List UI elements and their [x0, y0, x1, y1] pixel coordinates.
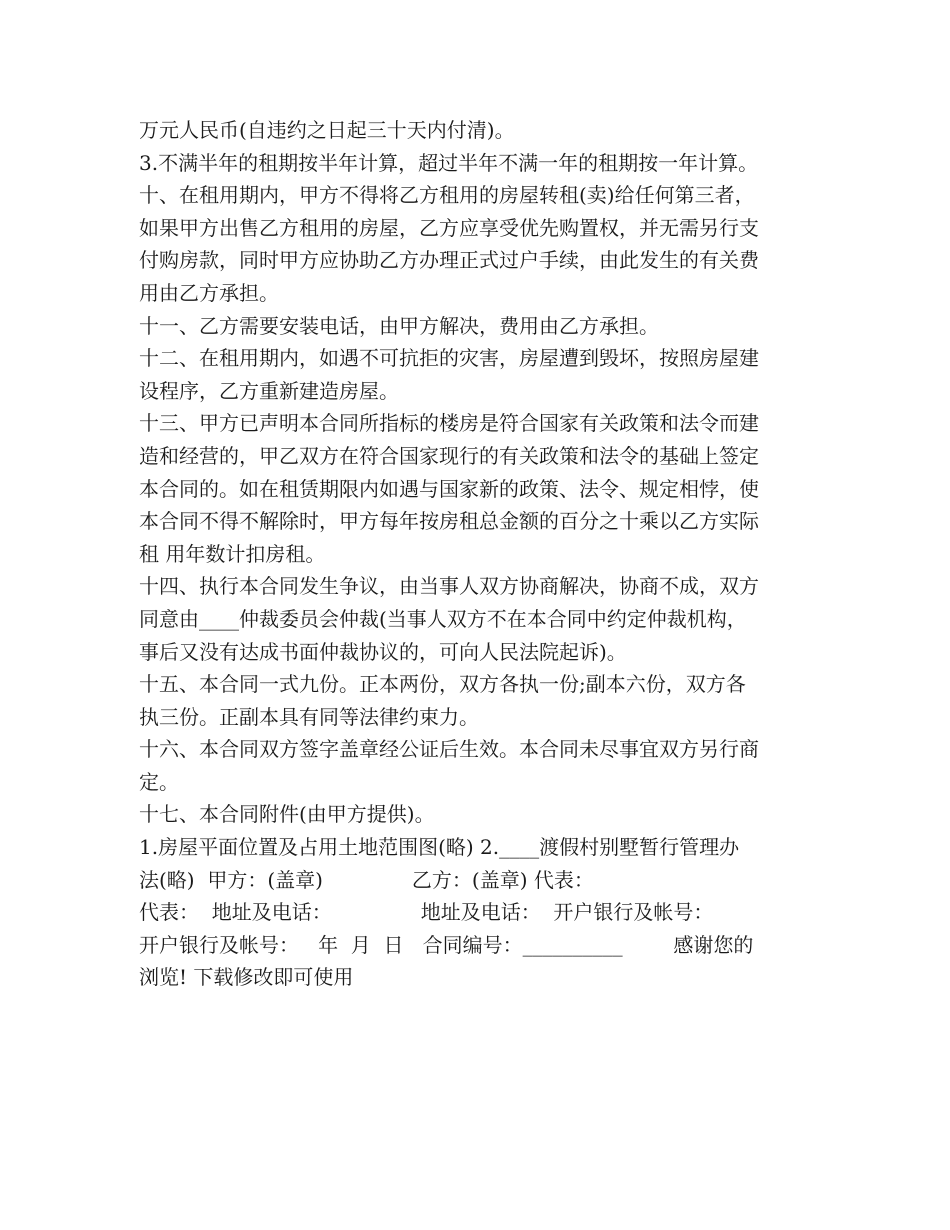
text-line: 用由乙方承担。: [139, 280, 279, 305]
text-line: 付购房款，同时甲方应协助乙方办理正式过户手续，由此发生的有关费: [139, 248, 759, 273]
text-line: 十六、本合同双方签字盖章经公证后生效。本合同未尽事宜双方另行商: [139, 737, 759, 762]
text-line: 开户银行及帐号： 年 月 日 合同编号：__________ 感谢您的: [139, 932, 754, 957]
text-line: 十二、在租用期内，如遇不可抗拒的灾害，房屋遭到毁坏，按照房屋建: [139, 346, 759, 371]
text-line: 设程序，乙方重新建造房屋。: [139, 378, 399, 403]
text-line: 十、在租用期内，甲方不得将乙方租用的房屋转租(卖)给任何第三者，: [139, 183, 755, 208]
text-line: 如果甲方出售乙方租用的房屋，乙方应享受优先购置权，并无需另行支: [139, 215, 759, 240]
text-line: 法(略) 甲方：(盖章) 乙方：(盖章) 代表：: [139, 867, 594, 892]
text-line: 3.不满半年的租期按半年计算，超过半年不满一年的租期按一年计算。: [139, 150, 759, 175]
text-line: 本合同不得不解除时，甲方每年按房租总金额的百分之十乘以乙方实际: [139, 509, 759, 534]
text-line: 本合同的。如在租赁期限内如遇与国家新的政策、法令、规定相悖，使: [139, 476, 759, 501]
contract-text: [139, 114, 819, 994]
text-line: 定。: [139, 769, 179, 794]
text-line: 十七、本合同附件(由甲方提供)。: [139, 802, 435, 827]
text-line: 十四、执行本合同发生争议，由当事人双方协商解决，协商不成，双方: [139, 574, 759, 599]
text-line: 浏览! 下载修改即可使用: [139, 965, 354, 990]
text-line: 执三份。正副本具有同等法律约束力。: [139, 704, 479, 729]
text-line: 租 用年数计扣房租。: [139, 541, 326, 566]
text-line: 代表： 地址及电话： 地址及电话： 开户银行及帐号：: [139, 900, 714, 925]
text-line: 同意由____仲裁委员会仲裁(当事人双方不在本合同中约定仲裁机构，: [139, 606, 747, 631]
text-line: 1.房屋平面位置及占用土地范围图(略) 2.____渡假村别墅暂行管理办: [139, 835, 740, 860]
text-line: 十三、甲方已声明本合同所指标的楼房是符合国家有关政策和法令而建: [139, 411, 759, 436]
text-line: 十一、乙方需要安装电话，由甲方解决，费用由乙方承担。: [139, 313, 659, 338]
text-line: 十五、本合同一式九份。正本两份，双方各执一份;副本六份，双方各: [139, 672, 746, 697]
text-line: 万元人民币(自违约之日起三十天内付清)。: [139, 118, 515, 142]
text-line: 事后又没有达成书面仲裁协议的，可向人民法院起诉)。: [139, 639, 627, 664]
text-line: 造和经营的，甲乙双方在符合国家现行的有关政策和法令的基础上签定: [139, 443, 759, 468]
